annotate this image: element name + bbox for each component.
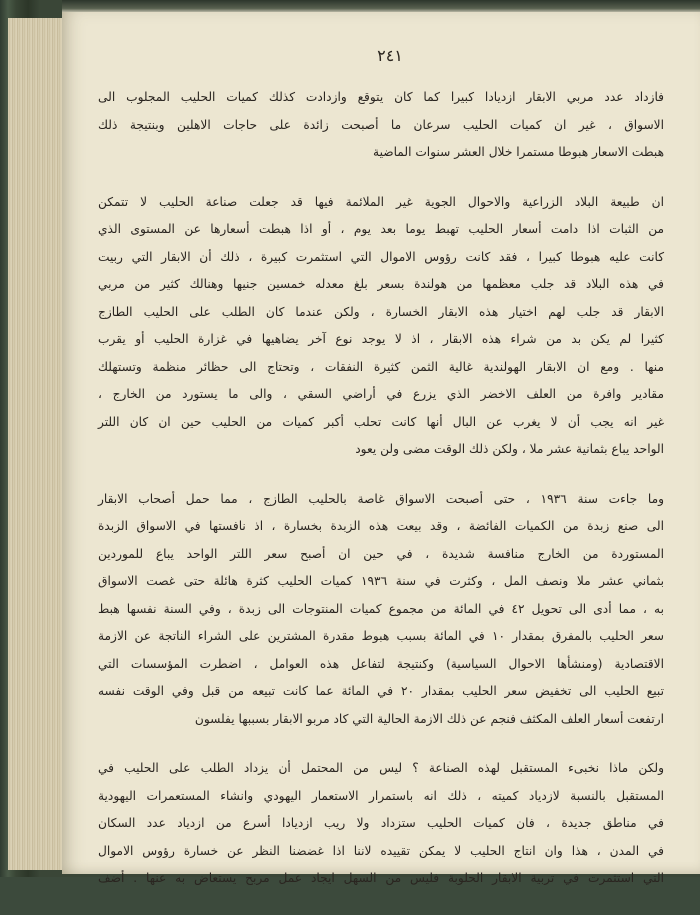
text-line: كثيرا لم يكن بد من شراء هذه الابقار ، اذ لا يوجد نوع آخر يضاهيها في غزارة الحليب أو يقرب bbox=[98, 332, 664, 346]
text-line: التي استثمرت في تربية الابقار الحلوبة فليس من السهل ايجاد عمل مربح يستعاض به عنها . أضف bbox=[98, 871, 664, 885]
text-line: تبيع الحليب الى تخفيض سعر الحليب بمقدار ٢٠ في المائة عما كانت تبيعه من قبل وفي الوقت نفسه bbox=[98, 684, 664, 698]
paragraph-1 bbox=[98, 84, 664, 167]
text-line: فازداد عدد مربي الابقار ازديادا كبيرا كما كان يتوقع وازدادت كذلك كميات الحليب المجلوب الى bbox=[98, 90, 664, 104]
text-line: كانت عليه هبوطا كبيرا ، فقد كانت رؤوس الاموال التي استثمرت كبيرة ، ذلك أن الابقار التي ربيت bbox=[98, 249, 664, 264]
page-number: ٢٤١ bbox=[377, 46, 403, 65]
text-line: ان طبيعة البلاد الزراعية والاحوال الجوية غير الملائمة فيها قد جعلت صناعة الحليب لا تتمكن bbox=[98, 194, 664, 209]
text-line: مقادير وافرة من العلف الاخضر الذي يزرع في أراضي السقي ، والى ما يستورد من الخارج ، bbox=[98, 387, 664, 401]
text-line: بثماني عشر ملا ونصف المل ، وكثرت في سنة ١٩٣٦ كميات الحليب كثرة هائلة حتى غصت الاسواق bbox=[98, 574, 664, 588]
text-line: سعر الحليب بالمفرق بمقدار ١٠ في المائة بسبب هبوط مقدرة المشترين على الشراء الناتجة عن الازمة bbox=[98, 629, 664, 643]
text-line: المستوردة من الخارج منافسة شديدة ، في حين ان أصبح سعر اللتر الواحد يباع للموردين bbox=[98, 546, 664, 561]
text-line: ارتفعت أسعار العلف المكثف فنجم عن ذلك الازمة الحالية التي كاد مربو الابقار بسببها يفلسون bbox=[194, 711, 664, 726]
text-line: في المدن ، هذا وان انتاج الحليب لا يمكن تقييده لاننا اذا غضضنا النظر عن خسارة رؤوس الاموال bbox=[98, 843, 664, 858]
text-line: من الثبات اذا دامت أسعار الحليب تهبط يوما بعد يوم ، أو اذا هبطت أسعارها عن المستوى الذي bbox=[98, 222, 664, 236]
text-line: الى صنع زبدة من الكميات الفائضة ، وقد بيعت هذه الزبدة بخسارة ، اذ نافستها في الاسواق الزبدة bbox=[98, 519, 664, 533]
text-line: الابقار قد جلب لهم اختيار هذه الابقار الخسارة ، ولكن عندما كان الطلب على الحليب الطازج bbox=[98, 304, 664, 319]
text-line: به ، مما أدى الى تحويل ٤٢ في المائة من مجموع كميات المنتوجات الى زبدة ، وفي السنة نفسها هبط bbox=[98, 601, 664, 616]
text-line: الاسواق ، غير ان كميات الحليب سرعان ما أصبحت زائدة على حاجات الاهلين وبنتيجة ذلك bbox=[98, 117, 664, 132]
text-line: المستقبل بالنسبة لازدياد كميته ، ذلك انه باستمرار الاستعمار اليهودي وانشاء المستعمرات اليهودية bbox=[98, 788, 664, 803]
text-line: في هذه البلاد قد جلب معظمها من هولندة بسعر بلغ معدله خمسين جنيها وهنالك كثير من مربي bbox=[98, 277, 664, 291]
text-line: في مناطق جديدة ، فان كميات الحليب ستزداد ولا ريب ازديادا أسرع من ازدياد عدد السكان bbox=[98, 816, 664, 830]
text-line: الواحد يباع بثمانية عشر ملا ، ولكن ذلك الوقت مضى ولن يعود bbox=[355, 442, 664, 456]
paragraph-3 bbox=[98, 486, 664, 734]
text-line: وما جاءت سنة ١٩٣٦ ، حتى أصبحت الاسواق غاصة بالحليب الطازج ، مما حمل أصحاب الابقار bbox=[98, 491, 665, 506]
text-line: الاقتصادية (ومنشأها الاحوال السياسية) وكنتيجة لتفاعل هذه العوامل ، اضطرت المؤسسات التي bbox=[98, 656, 664, 671]
text-line: غير انه يجب أن لا يغرب عن البال أنها كانت تحلب أكبر كميات من الحليب حين ان كان اللتر bbox=[98, 414, 664, 429]
text-line: ولكن ماذا نخبىء المستقبل لهذه الصناعة ؟ ليس من المحتمل أن يزداد الطلب على الحليب في bbox=[98, 761, 664, 775]
text-line: هبطت الاسعار هبوطا مستمرا خلال العشر سنوات الماضية bbox=[373, 145, 664, 159]
body-text bbox=[98, 84, 664, 915]
text-line: منها . ومع ان الابقار الهولندية غالية الثمن كثيرة النفقات ، وتحتاج الى حظائر منظمة وتستهلك bbox=[98, 359, 664, 374]
paragraph-2 bbox=[98, 189, 664, 464]
paragraph-4 bbox=[98, 755, 664, 893]
